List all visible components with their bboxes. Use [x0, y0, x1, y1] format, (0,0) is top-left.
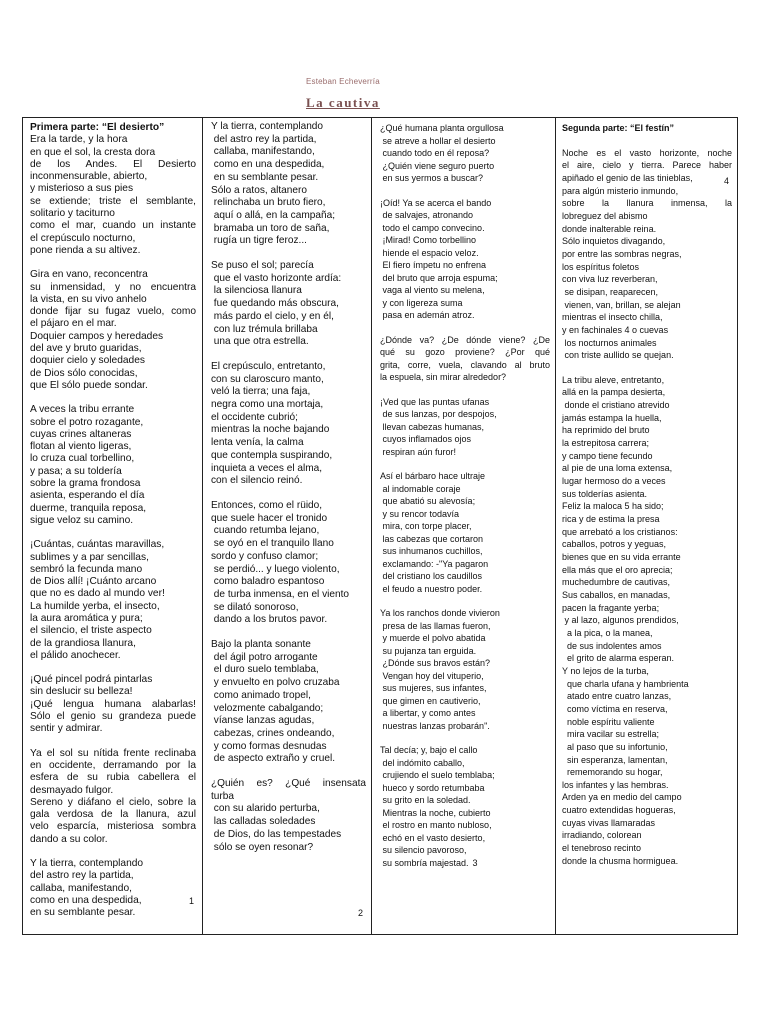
verse-line: con su alarido perturba, — [211, 803, 320, 815]
verse-line: con triste aullido se quejan. — [562, 350, 674, 361]
verse-line: ¡Mirad! Como torbellino — [380, 235, 477, 245]
column-2 — [203, 118, 372, 934]
stanza — [380, 197, 550, 322]
verse-line: de la grandiosa llanura, — [30, 637, 136, 649]
verse-line: respiran aún furor! — [380, 446, 457, 457]
column-4 — [556, 118, 737, 934]
verse-line: cuyos inflamados ojos — [380, 434, 472, 444]
verse-line: con el silencio reinó. — [211, 475, 303, 487]
verse-line: vaga al viento su melena, — [380, 285, 485, 295]
verse-line: las calladas soledades — [211, 816, 316, 828]
verse-line: lenta venía, la calma — [211, 437, 304, 449]
verse-line: el pájaro en el mar. — [30, 318, 117, 330]
verse-line: como víctima en reserva, — [562, 703, 668, 714]
stanza — [380, 396, 550, 459]
stanza — [30, 674, 196, 735]
stanza — [211, 639, 366, 766]
verse-line: el pálido anochecer. — [30, 649, 121, 661]
verse-line: A veces la tribu errante — [30, 404, 135, 416]
verse-line: se perdió... y luego violento, — [211, 563, 340, 575]
verse-line: La humilde yerba, el insecto, — [30, 600, 160, 612]
verse-line: sobre la grama frondosa — [30, 478, 141, 490]
verse-line: Doquier campos y heredades — [30, 330, 164, 342]
stanza — [211, 121, 366, 248]
verse-line: se atreve a hollar el desierto — [380, 135, 496, 146]
verse-line: sobre el potro rozagante, — [30, 416, 144, 428]
verse-line: Bajo la planta sonante — [211, 639, 311, 651]
verse-line: y pasa; a su toldería — [30, 465, 122, 477]
verse-line: aquí o allá, en la campaña; — [211, 209, 336, 221]
verse-line: Sus caballos, en manadas, — [562, 589, 671, 600]
verse-line: y misterioso a sus pies — [30, 183, 134, 195]
verse-line: Ya el sol su nítida frente reclinaba — [30, 747, 196, 759]
verse-line: flotan al viento ligeras, — [30, 441, 132, 453]
section-heading: Segunda parte: “El festín” — [562, 123, 675, 133]
verse-line: El fiero ímpetu no enfrena — [380, 260, 487, 270]
stanza — [211, 778, 366, 854]
verse-line: del cristiano los caudillos — [380, 571, 483, 581]
verse-line: sus inhumanos cuchillos, — [380, 546, 483, 556]
verse-line: del indómito caballo, — [380, 757, 465, 768]
page-number: 4 — [723, 176, 729, 187]
verse-line: gala verdosa de la llanura, azul — [30, 809, 196, 821]
verse-line: de sus lanzas, por despojos, — [380, 409, 497, 419]
verse-line: que El sólo puede sondar. — [30, 379, 148, 391]
verse-line: bramaba un toro de saña, — [211, 222, 330, 234]
verse-line: y su rencor todavía — [380, 508, 460, 519]
verse-line: mientras la noche bajando — [211, 424, 330, 436]
verse-line: el duro suelo temblaba, — [211, 664, 319, 676]
verse-line: La tribu aleve, entretanto, — [562, 374, 665, 385]
stanza — [380, 607, 550, 732]
section-heading: Primera parte: “El desierto” — [30, 122, 165, 133]
stanza — [30, 269, 196, 392]
verse-line: una que otra estrella. — [211, 336, 309, 348]
verse-line: de turba inmensa, en el viento — [211, 588, 350, 600]
verse-line: en occidente, derramando por la — [30, 759, 196, 771]
verse-line: de Dios sólo conocidas, — [30, 367, 138, 379]
verse-line: pacen la fragante yerba; — [562, 602, 660, 613]
verse-line: esfera de su rubia cabellera el — [30, 772, 196, 784]
verse-line: velozmente cabalgando; — [211, 702, 324, 714]
verse-line: rugía un tigre feroz... — [211, 235, 307, 247]
verse-line: mira vacilar su estrella; — [562, 729, 660, 740]
verse-line: que gimen en cautiverio, — [380, 695, 481, 706]
page-number: 1 — [188, 895, 194, 906]
verse-line: que suele hacer el tronido — [211, 512, 328, 524]
verse-line: sembró la fecunda mano — [30, 563, 143, 575]
verse-line: Mientras la noche, cubierto — [380, 807, 491, 818]
verse-line: lugar hermoso do a veces — [562, 476, 666, 487]
verse-line: ¿Qué humana planta orgullosa — [380, 123, 504, 133]
verse-line: el feudo a nuestro poder. — [380, 583, 483, 594]
verse-line: y envuelto en polvo cruzaba — [211, 677, 340, 689]
verse-line: donde inalterable reina. — [562, 223, 657, 234]
poem-table — [22, 117, 738, 935]
verse-line: en su semblante pesar. — [30, 907, 136, 919]
verse-line: cuando todo en él reposa? — [380, 148, 490, 158]
verse-line: veló la tierra; una faja, — [211, 386, 311, 398]
verse-line: que contempla suspirando, — [211, 449, 333, 461]
verse-line: solitario y taciturno — [30, 208, 115, 220]
verse-line: grita, corre, vuela, clavando al bruto — [380, 359, 550, 370]
verse-line: inconmensurable, abierto, — [30, 171, 148, 183]
verse-line: su pujanza tan erguida. — [380, 645, 477, 656]
verse-line: Ya los ranchos donde vivieron — [380, 608, 500, 618]
verse-line: el grito de alarma esperan. — [562, 653, 675, 664]
verse-line: ¡Cuántas, cuántas maravillas, — [30, 539, 165, 551]
verse-line: apiñado el genio de las tinieblas, — [562, 172, 693, 183]
verse-line: relinchaba un bruto fiero, — [211, 197, 326, 209]
stanza — [562, 147, 732, 362]
verse-line: donde el cristiano atrevido — [562, 400, 670, 411]
verse-line: sordo y confuso clamor; — [211, 550, 319, 562]
author-name: Esteban Echeverría — [306, 77, 380, 86]
verse-line: Entonces, como el rüido, — [211, 499, 323, 511]
verse-line: los espíritus foletos — [562, 261, 640, 272]
verse-line: y con ligereza suma — [380, 297, 463, 308]
stanza — [380, 470, 550, 595]
verse-line: con luz trémula brillaba — [211, 323, 318, 335]
verse-line: sus tolderías asienta. — [562, 488, 648, 499]
verse-line: el rostro en manto nubloso, — [380, 820, 492, 830]
verse-line: de aspecto extraño y cruel. — [211, 753, 335, 765]
verse-line: la espuela, sin mirar alrededor? — [380, 372, 507, 382]
verse-line: Sereno y diáfano el cielo, sobre la — [30, 796, 196, 808]
verse-line: mira, con torpe placer, — [380, 521, 472, 531]
stanza — [380, 334, 550, 384]
verse-line: su grito en la soledad. — [380, 795, 471, 805]
verse-line: la estrepitosa carrera; — [562, 438, 650, 449]
verse-line: se extiende; triste el semblante, — [30, 195, 196, 207]
verse-line: y al lazo, algunos prendidos, — [562, 615, 679, 626]
verse-line: las cabezas que cortaron — [380, 533, 484, 544]
verse-line: el crepúsculo nocturno, — [30, 232, 136, 244]
page-number: 2 — [357, 908, 363, 919]
verse-line: del ave y bruto guaridas, — [30, 343, 142, 355]
verse-line: hiende el espacio veloz. — [380, 247, 479, 258]
stanza — [380, 744, 550, 869]
verse-line: se oyó en el tranquilo llano — [211, 538, 334, 550]
verse-line: dando a los brutos pavor. — [211, 614, 328, 626]
column-3 — [372, 118, 556, 934]
verse-line: bienes que en su vida errante — [562, 552, 681, 562]
verse-line: la aura aromática y pura; — [30, 612, 143, 624]
verse-line: en su semblante pesar. — [211, 171, 319, 183]
verse-line: callaba, manifestando, — [30, 882, 132, 894]
verse-line: de Dios, do las tempestades — [211, 828, 342, 840]
verse-line: la silenciosa llanura — [211, 285, 302, 297]
verse-line: exclamando: -"Ya pagaron — [380, 558, 489, 569]
verse-line: sus mujeres, sus infantes, — [380, 683, 487, 693]
verse-line: rememorando su hogar, — [562, 767, 663, 778]
verse-line: se dilató sonoroso, — [211, 601, 299, 613]
verse-line: el tenebroso recinto — [562, 843, 642, 854]
verse-line: Así el bárbaro hace ultraje — [380, 471, 486, 481]
stanza — [30, 539, 196, 662]
verse-line: asienta, esperando el día — [30, 490, 145, 502]
verse-line: Y la tierra, contemplando — [30, 858, 144, 870]
verse-line: que el vasto horizonte ardía: — [211, 272, 342, 284]
verse-line: su silencio pavoroso, — [380, 845, 467, 855]
verse-line: al paso que su infortunio, — [562, 741, 668, 752]
verse-line: Sólo inquietos divagando, — [562, 236, 666, 247]
verse-line: para algún misterio inmundo, — [562, 185, 679, 196]
verse-line: mientras el insecto chilla, — [562, 312, 663, 323]
verse-line: en sus yermos a buscar? — [380, 173, 484, 183]
verse-line: del astro rey la partida, — [30, 870, 134, 882]
verse-line: y en fachinales 4 o cuevas — [562, 324, 669, 335]
verse-line: Era la tarde, y la hora — [30, 134, 128, 146]
verse-line: se disipan, reaparecen, — [562, 286, 659, 297]
verse-line: donde fijar su fugaz vuelo, como — [30, 306, 196, 318]
verse-line: sublimes y a par sencillas, — [30, 551, 149, 563]
verse-line: velo esparcía, misteriosa sombra — [30, 821, 196, 833]
verse-line: doquier cielo y soledades — [30, 355, 145, 367]
verse-line: los nocturnos animales — [562, 337, 657, 348]
verse-line: ¿Quién viene seguro puerto — [380, 160, 495, 171]
verse-line: Gira en vano, reconcentra — [30, 269, 148, 281]
verse-line: negra como una mortaja, — [211, 399, 324, 411]
verse-line: ¡Ved que las puntas ufanas — [380, 396, 490, 407]
verse-line: fue quedando más obscura, — [211, 298, 339, 310]
verse-line: vienen, van, brillan, se alejan — [562, 299, 681, 310]
verse-line: qué su gozo proviene? ¿Por qué — [380, 347, 550, 357]
verse-line: como baladro espantoso — [211, 576, 325, 588]
verse-line: sigue veloz su camino. — [30, 514, 134, 526]
verse-line: como en una despedida, — [30, 894, 142, 906]
verse-line: en que el sol, la cresta dora — [30, 146, 156, 158]
verse-line: ¿Dónde sus bravos están? — [380, 658, 491, 668]
verse-line: su inmensidad, y no encuentra — [30, 281, 196, 293]
verse-line: como en una despedida, — [211, 159, 325, 171]
verse-line: el occidente cubrió; — [211, 411, 298, 423]
verse-line: que abatió su alevosía; — [380, 496, 476, 506]
verse-line: lobreguez del abismo — [562, 210, 648, 221]
verse-line: Se puso el sol; parecía — [211, 260, 314, 272]
verse-line: presa de las llamas fueron, — [380, 620, 491, 631]
verse-line: ¡Oíd! Ya se acerca el bando — [380, 197, 492, 208]
verse-line: jamás estampa la huella, — [562, 412, 662, 423]
verse-line: atado entre cuatro lanzas, — [562, 691, 672, 702]
verse-line: allá en la pampa desierta, — [562, 387, 666, 398]
verse-line: sentir y admirar. — [30, 723, 103, 735]
verse-line: del bruto que arroja espuma; — [380, 272, 498, 283]
verse-line: sólo se oyen resonar? — [211, 841, 314, 853]
verse-line: Vengan hoy del vituperio, — [380, 670, 484, 681]
verse-line: cabezas, crines ondeando, — [211, 727, 335, 739]
verse-line: que charla ufana y hambrienta — [562, 678, 689, 689]
verse-line: con viva luz reverberan, — [562, 274, 658, 285]
verse-line: caballos, potros y yeguas, — [562, 539, 667, 550]
verse-line: al indomable coraje — [380, 483, 461, 494]
verse-line: ha reprimido del bruto — [562, 425, 650, 436]
verse-line: con su claroscuro manto, — [211, 373, 324, 385]
verse-line: cuyas crines altaneras — [30, 428, 132, 440]
document-title: La cautiva — [306, 95, 380, 110]
verse-line: Noche es el vasto horizonte, noche — [562, 147, 732, 158]
column-1 — [23, 118, 203, 934]
verse-line: Feliz la maloca 5 ha sido; — [562, 501, 664, 512]
stanza — [30, 748, 196, 846]
verse-line: que arrebató a los cristianos: — [562, 526, 678, 537]
verse-line: cuando retumba lejano, — [211, 525, 320, 537]
verse-line: ¡Qué lengua humana alabarlas! — [30, 698, 196, 710]
verse-line: donde la chusma hormiguea. — [562, 855, 679, 866]
verse-line: la vista, en su vivo anhelo — [30, 293, 147, 305]
verse-line: por entre las sombras negras, — [562, 248, 682, 259]
verse-line: lo cruza cual torbellino, — [30, 453, 135, 465]
verse-line: a la pica, o la manea, — [562, 627, 653, 638]
stanza — [30, 122, 196, 257]
stanza — [380, 122, 550, 185]
verse-line: ¿Dónde va? ¿De dónde viene? ¿De — [380, 334, 550, 345]
verse-line: de los Andes. El Desierto — [30, 158, 196, 170]
verse-line: y muerde el polvo abatida — [380, 633, 486, 643]
verse-line: turba — [211, 790, 235, 802]
verse-line: echó en el vasto desierto, — [380, 832, 486, 843]
verse-line: víanse lanzas agudas, — [211, 715, 315, 727]
verse-line: callaba, manifestando, — [211, 146, 315, 158]
verse-line: ¡Qué pincel podrá pintarlas — [30, 674, 153, 686]
verse-line: desmayado fulgor. — [30, 784, 114, 796]
stanza — [211, 500, 366, 627]
verse-line: del astro rey la partida, — [211, 133, 317, 145]
verse-line: llevan cabezas humanas, — [380, 421, 485, 432]
verse-line: todo el campo convecino. — [380, 222, 485, 233]
verse-line: sobre la llanura inmensa, la — [562, 198, 732, 209]
verse-line: duerme, tranquila reposa, — [30, 502, 147, 514]
verse-line: irradiando, colorean — [562, 830, 642, 841]
verse-line: Arden ya en medio del campo — [562, 792, 682, 803]
verse-line: que no es dado al mundo ver! — [30, 588, 165, 600]
verse-line: su sombría majestad. 3 — [380, 857, 478, 868]
verse-line: Sólo el genio su grandeza puede — [30, 711, 196, 723]
verse-line: Sólo a ratos, altanero — [211, 184, 307, 196]
verse-line: Y no lejos de la turba, — [562, 665, 649, 676]
verse-line: Tal decía; y, bajo el callo — [380, 745, 478, 755]
verse-line: el silencio, el triste aspecto — [30, 625, 152, 637]
verse-line: y como formas desnudas — [211, 740, 327, 752]
verse-line: Y la tierra, contemplando — [211, 121, 324, 132]
verse-line: nuestras lanzas probarán". — [380, 720, 490, 731]
verse-line: pasa en ademán atroz. — [380, 310, 475, 320]
verse-line: El crepúsculo, entretanto, — [211, 360, 326, 372]
verse-line: cuatro extendidas hogueras, — [562, 805, 676, 816]
verse-line: ella más que el oro aprecia; — [562, 564, 673, 575]
verse-line: hueco y sordo retumbaba — [380, 782, 485, 793]
page-number: 3 — [472, 857, 478, 868]
stanza — [562, 374, 732, 868]
verse-line: a libertar, y como antes — [380, 708, 476, 718]
verse-line: ¿Quién es? ¿Qué insensata — [211, 778, 366, 790]
verse-line: crujiendo el suelo temblaba; — [380, 770, 495, 780]
verse-line: como el mar, cuando un instante — [30, 220, 196, 232]
verse-line: rica y de estima la presa — [562, 514, 660, 525]
verse-line: sin esperanza, lamentan, — [562, 754, 668, 765]
stanza — [211, 260, 366, 349]
stanza — [30, 858, 196, 919]
verse-line: cuyas vivas llamaradas — [562, 817, 656, 828]
verse-line: de sus indolentes amos — [562, 640, 662, 651]
verse-line: de salvajes, atronando — [380, 210, 474, 220]
verse-line: dando a su color. — [30, 833, 108, 845]
verse-line: inquieta a veces el alma, — [211, 462, 323, 474]
verse-line: noble espíritu valiente — [562, 716, 655, 727]
stanza — [562, 122, 732, 135]
verse-line: el aire, cielo y tierra. Parece haber — [562, 160, 732, 171]
verse-line: muchedumbre de cautivas, — [562, 577, 671, 588]
verse-line: de Dios allí! ¡Cuánto arcano — [30, 576, 157, 588]
verse-line: como animado tropel, — [211, 689, 311, 701]
verse-line: más pardo el cielo, y en él, — [211, 310, 334, 322]
stanza — [211, 361, 366, 488]
stanza — [30, 404, 196, 527]
verse-line: los infantes y las hembras. — [562, 779, 669, 790]
verse-line: al pie de una loma extensa, — [562, 463, 673, 474]
verse-line: sin deslucir su belleza! — [30, 686, 133, 698]
verse-line: pone rienda a su altivez. — [30, 244, 141, 256]
verse-line: del ágil potro arrogante — [211, 651, 318, 663]
verse-line: y campo tiene fecundo — [562, 450, 653, 461]
